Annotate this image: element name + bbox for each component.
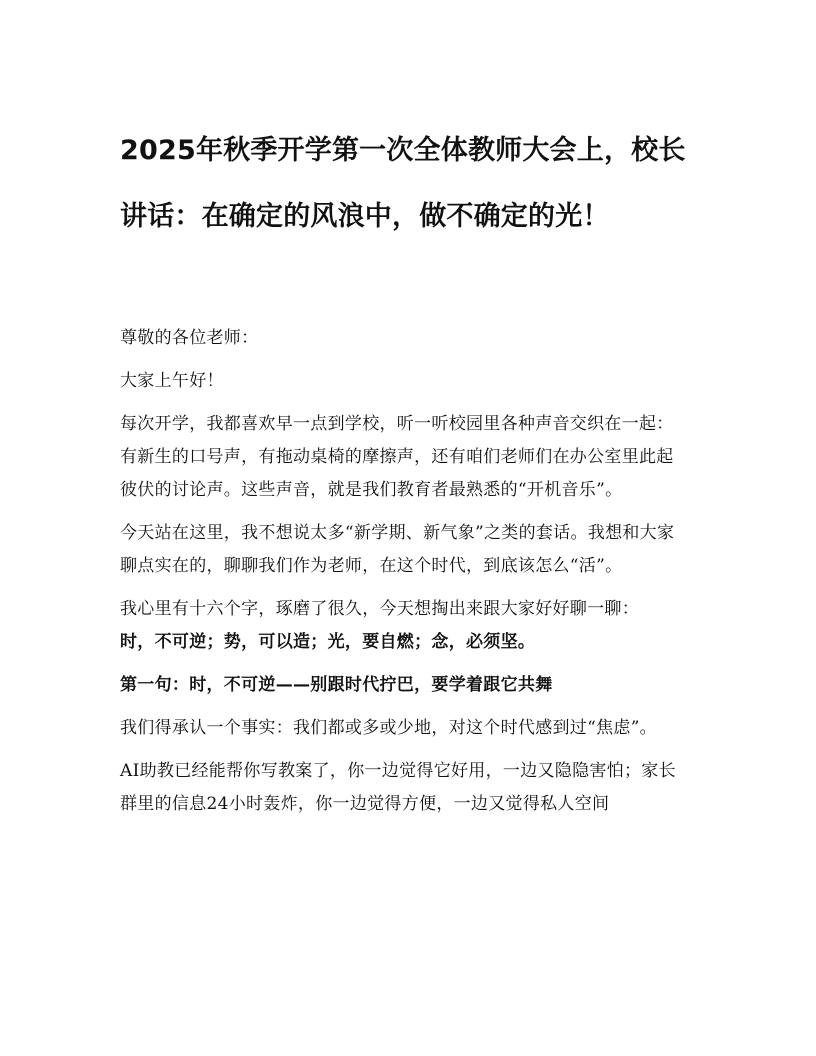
paragraph-opening: 每次开学，我都喜欢早一点到学校，听一听校园里各种声音交织在一起：有新生的口号声，有拖动桌椅的摩擦声，还有咱们老师们在办公室里此起彼伏的讨论声。这些声音，就是我们教育者最熟悉的“开机音乐”。 [120,414,674,500]
section-heading-1: 第一句：时，不可逆——别跟时代拧巴，要学着跟它共舞 [120,675,553,695]
paragraph-anxiety: 我们得承认一个事实：我们都或多或少地，对这个时代感到过“焦虑”。 [120,718,657,738]
salutation: 尊敬的各位老师： [120,328,259,348]
document-body [120,118,690,831]
document-title: 2025年秋季开学第一次全体教师大会上，校长讲话：在确定的风浪中，做不确定的光！ [120,135,686,232]
sixteen-words-motto: 时，不可逆；势，可以造；光，要自燃；念，必须坚。 [120,632,536,652]
paragraph-sixteen-words-intro: 我心里有十六个字，琢磨了很久，今天想掏出来跟大家好好聊一聊： [120,599,639,619]
paragraph-sixteen-words [120,593,690,659]
greeting: 大家上午好！ [120,371,224,391]
paragraph-topic: 今天站在这里，我不想说太多“新学期、新气象”之类的套话。我想和大家聊点实在的，聊聊我们作为老师，在这个时代，到底该怎么“活”。 [120,523,675,576]
paragraph-ai-assistant: AI助教已经能帮你写教案了，你一边觉得它好用，一边又隐隐害怕；家长群里的信息24小时轰炸，你一边觉得方便，一边又觉得私人空间 [120,761,676,814]
